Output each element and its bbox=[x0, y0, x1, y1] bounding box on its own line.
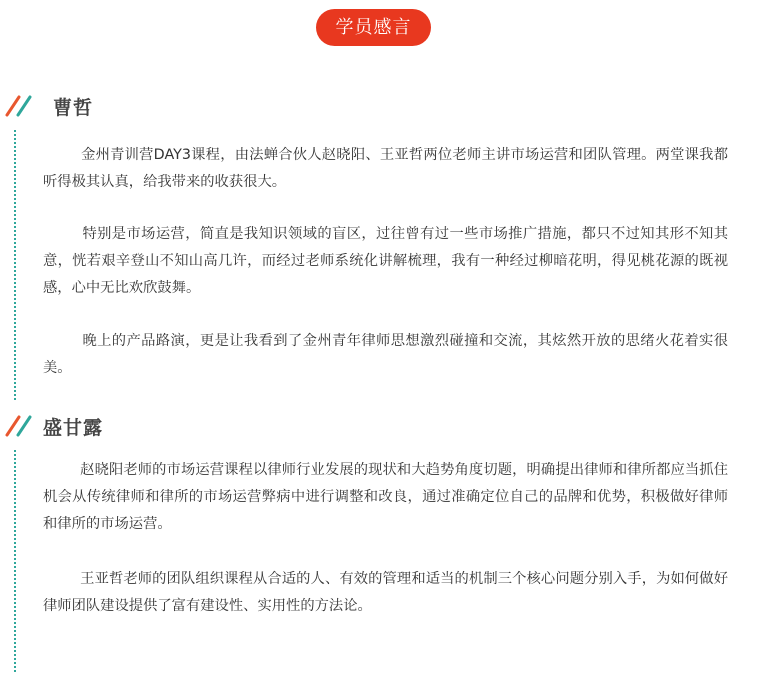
paragraph: 赵晓阳老师的市场运营课程以律师行业发展的现状和大趋势角度切题，明确提出律师和律所都应当抓住机会从传统律师和律所的市场运营弊病中进行调整和改良，通过准确定位自己的品牌和优势，积极做好律师和律所的市场运营。 bbox=[43, 462, 728, 532]
section-divider-line bbox=[14, 130, 16, 400]
page-title-badge: 学员感言 bbox=[316, 9, 431, 46]
speaker-name: 曹哲 bbox=[53, 96, 94, 119]
section-header-2 bbox=[5, 413, 103, 439]
section-header-1 bbox=[5, 93, 93, 119]
paragraph: 王亚哲老师的团队组织课程从合适的人、有效的管理和适当的机制三个核心问题分别入手，为如何做好律师团队建设提供了富有建设性、实用性的方法论。 bbox=[43, 571, 728, 614]
paragraph: 金州青训营DAY3课程，由法蝉合伙人赵晓阳、王亚哲两位老师主讲市场运营和团队管理。两堂课我都听得极其认真，给我带来的收获很大。 bbox=[43, 147, 728, 190]
speaker-name: 盛甘露 bbox=[43, 416, 104, 439]
section-divider-line bbox=[14, 450, 16, 672]
paragraph: 特别是市场运营，简直是我知识领域的盲区，过往曾有过一些市场推广措施，都只不过知其形不知其意，恍若艰辛登山不知山高几许，而经过老师系统化讲解梳理，我有一种经过柳暗花明，得见桃花源的既视感，心中无比欢欣鼓舞。 bbox=[43, 226, 729, 296]
double-slash-icon bbox=[5, 415, 37, 437]
double-slash-icon bbox=[5, 95, 37, 117]
paragraph: 晚上的产品路演，更是让我看到了金州青年律师思想激烈碰撞和交流，其炫然开放的思绪火花着实很美。 bbox=[43, 333, 729, 376]
